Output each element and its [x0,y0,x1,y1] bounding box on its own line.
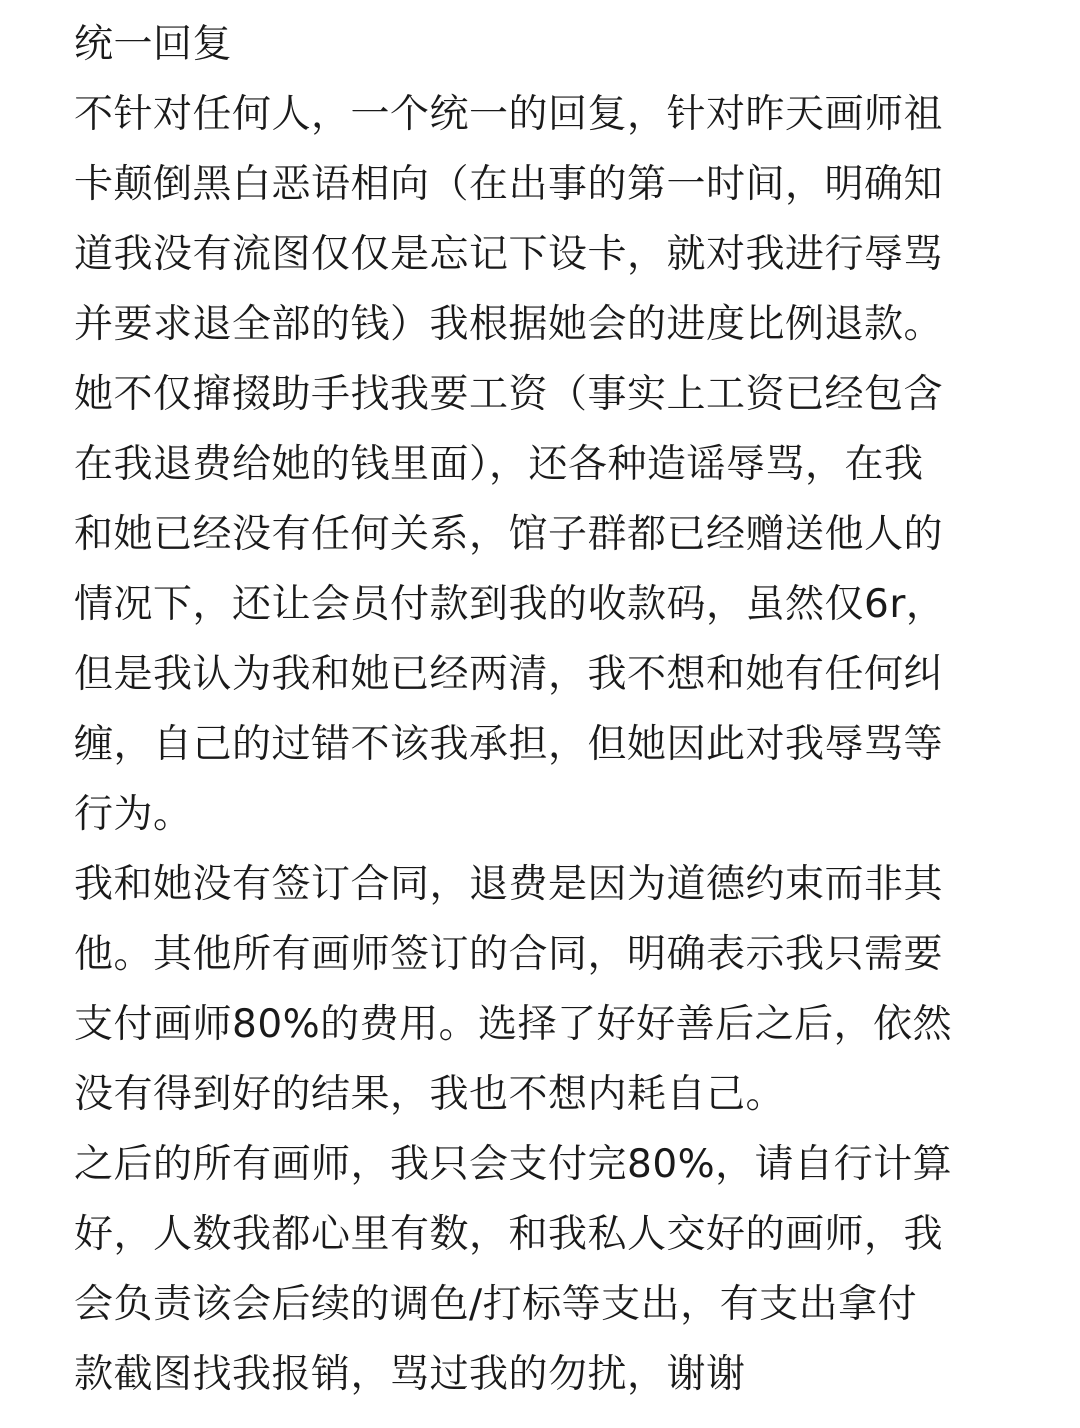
note-body [74,10,1014,1410]
text-line: 她不仅撺掇助手找我要工资（事实上工资已经包含 [74,372,944,417]
text-line: 在我退费给她的钱里面），还各种造谣辱骂，在我 [74,442,924,487]
text-line: 情况下，还让会员付款到我的收款码，虽然仅6r， [74,582,946,627]
text-line: 款截图找我报销，骂过我的勿扰，谢谢 [74,1352,746,1397]
text-line: 行为。 [74,792,193,837]
text-line: 支付画师80%的费用。选择了好好善后之后，依然 [74,1002,953,1047]
text-line: 会负责该会后续的调色/打标等支出，有支出拿付 [74,1282,918,1327]
text-line: 之后的所有画师，我只会支付完80%，请自行计算 [74,1142,953,1187]
text-line: 缠，自己的过错不该我承担，但她因此对我辱骂等 [74,722,944,767]
note-title: 统一回复 [74,22,233,67]
text-line: 并要求退全部的钱）我根据她会的进度比例退款。 [74,302,944,347]
text-line: 和她已经没有任何关系，馆子群都已经赠送他人的 [74,512,944,557]
text-line: 他。其他所有画师签订的合同，明确表示我只需要 [74,932,944,977]
text-line: 但是我认为我和她已经两清，我不想和她有任何纠 [74,652,944,697]
text-line: 不针对任何人，一个统一的回复，针对昨天画师祖 [74,92,944,137]
text-line: 好，人数我都心里有数，和我私人交好的画师，我 [74,1212,944,1257]
text-line: 没有得到好的结果，我也不想内耗自己。 [74,1072,786,1117]
text-line: 我和她没有签订合同，退费是因为道德约束而非其 [74,862,944,907]
text-line: 道我没有流图仅仅是忘记下设卡，就对我进行辱骂 [74,232,944,277]
text-line: 卡颠倒黑白恶语相向（在出事的第一时间，明确知 [74,162,944,207]
